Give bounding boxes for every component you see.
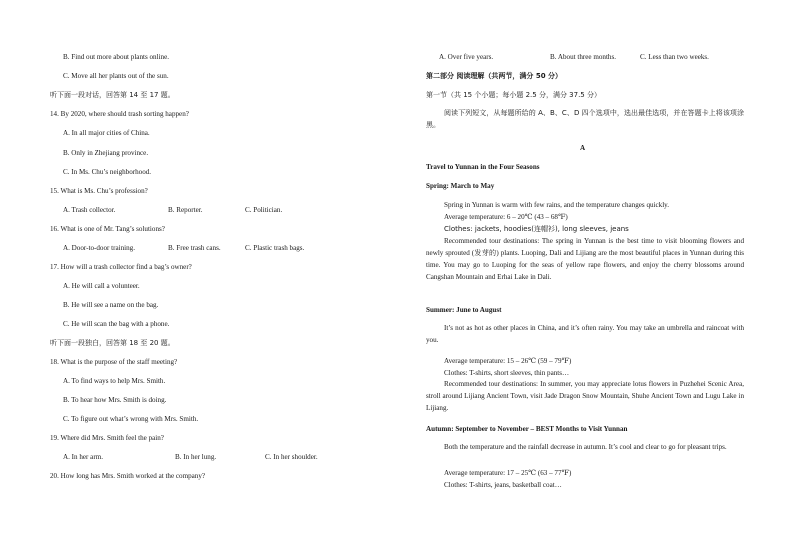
temperature-line: Average temperature: 17 – 25℃ (63 – 77℉) [444, 469, 572, 477]
question-20: 20. How long has Mrs. Smith worked at the company? [50, 472, 206, 480]
part-title: 第二部分 阅读理解（共两节，满分 50 分） [426, 72, 563, 80]
option-a: A. Trash collector. [63, 206, 116, 214]
clothes-line: Clothes: T-shirts, jeans, basketball coat… [444, 481, 562, 489]
option-a: A. He will call a volunteer. [63, 282, 140, 290]
section-heading-spring: Spring: March to May [426, 182, 495, 190]
option-a: A. In her arm. [63, 453, 103, 461]
section-heading-summer: Summer: June to August [426, 306, 502, 314]
passage-letter: A [580, 144, 586, 152]
clothes-line: Clothes: T-shirts, short sleeves, thin pants… [444, 369, 570, 377]
paragraph: Recommended tour destinations: The spring in Yunnan is the best time to visit blooming flowers and newly sprouted (发芽的) plants. Luoping, Dali and Lijiang are the most beautiful places in Yunnan during this time. You may go to Luoping for the seas of yellow rape flowers, and enjoy the cherry blossoms around Cangshan Mountain and Erhai Lake in Dali. [426, 237, 744, 281]
section-title: 第一节（共 15 个小题；每小题 2.5 分，满分 37.5 分） [426, 91, 601, 99]
question-16: 16. What is one of Mr. Tang’s solutions? [50, 225, 165, 233]
listening-instruction: 听下面一段独白，回答第 18 至 20 题。 [50, 339, 175, 347]
option-b: B. He will see a name on the bag. [63, 301, 159, 309]
option-b: B. About three months. [550, 53, 617, 61]
option-b: B. Only in Zhejiang province. [63, 149, 149, 157]
option-c: C. In her shoulder. [265, 453, 318, 461]
paragraph: Spring in Yunnan is warm with few rains, and the temperature changes quickly. [444, 201, 670, 209]
reading-instructions: 阅读下列短文，从每题所给的 A、B、C、D 四个选项中，选出最佳选项，并在答题卡上将该项涂黑。 [426, 109, 744, 129]
options-row [50, 453, 380, 463]
clothes-line: Clothes: jackets, hoodies(连帽衫), long sleeves, jeans [444, 225, 629, 233]
question-19: 19. Where did Mrs. Smith feel the pain? [50, 434, 164, 442]
section-heading-autumn: Autumn: September to November – BEST Months to Visit Yunnan [426, 425, 628, 433]
paragraph: Recommended tour destinations: In summer, you may appreciate lotus flowers in Puzhehei Scenic Area, stroll around Lijiang Ancient Town, visit Jade Dragon Snow Mountain, Shuhe Ancient Town and Lugu Lake in Lijiang. [426, 380, 744, 412]
option-a: A. To find ways to help Mrs. Smith. [63, 377, 166, 385]
paragraph: It’s not as hot as other places in China, and it’s often rainy. You may take an umbrella and raincoat with you. [426, 324, 744, 344]
option-a: A. Door-to-door training. [63, 244, 135, 252]
paragraph: Both the temperature and the rainfall decrease in autumn. It’s cool and clear to go for pleasant trips. [444, 443, 727, 451]
option-c: C. Plastic trash bags. [245, 244, 305, 252]
option-b: B. Free trash cans. [168, 244, 221, 252]
option-b: B. Reporter. [168, 206, 203, 214]
option-c: C. Politician. [245, 206, 283, 214]
option-a: A. In all major cities of China. [63, 129, 150, 137]
option-c: C. To figure out what’s wrong with Mrs. Smith. [63, 415, 199, 423]
option-c: C. In Ms. Chu’s neighborhood. [63, 168, 152, 176]
option-b: B. In her lung. [175, 453, 217, 461]
listening-instruction: 听下面一段对话，回答第 14 至 17 题。 [50, 91, 175, 99]
question-14: 14. By 2020, where should trash sorting happen? [50, 110, 189, 118]
temperature-line: Average temperature: 6 – 20℃ (43 – 68℉) [444, 213, 568, 221]
options-row [426, 53, 744, 63]
question-15: 15. What is Ms. Chu’s profession? [50, 187, 148, 195]
option-b: B. To hear how Mrs. Smith is doing. [63, 396, 167, 404]
option-b: B. Find out more about plants online. [63, 53, 170, 61]
option-c: C. Move all her plants out of the sun. [63, 72, 169, 80]
option-c: C. He will scan the bag with a phone. [63, 320, 170, 328]
option-a: A. Over five years. [439, 53, 494, 61]
passage-title: Travel to Yunnan in the Four Seasons [426, 163, 540, 171]
options-row [50, 206, 380, 216]
question-17: 17. How will a trash collector find a bag’s owner? [50, 263, 192, 271]
temperature-line: Average temperature: 15 – 26℃ (59 – 79℉) [444, 357, 572, 365]
question-18: 18. What is the purpose of the staff meeting? [50, 358, 178, 366]
options-row [50, 244, 380, 254]
option-c: C. Less than two weeks. [640, 53, 709, 61]
